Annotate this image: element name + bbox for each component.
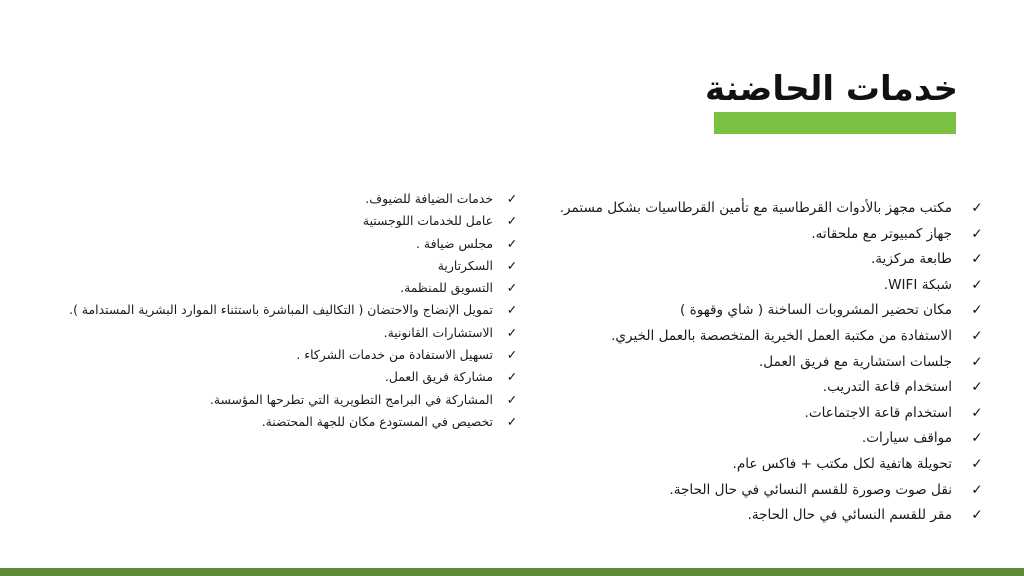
list-item-text: الاستشارات القانونية. xyxy=(383,324,493,340)
list-item xyxy=(506,222,986,248)
checkmark-icon: ✓ xyxy=(971,430,983,447)
services-list-left xyxy=(19,188,519,433)
list-item xyxy=(506,247,986,273)
checkmark-icon: ✓ xyxy=(971,379,983,396)
checkmark-icon: ✓ xyxy=(971,327,983,344)
list-item-text: جهاز كمبيوتر مع ملحقاته. xyxy=(811,225,952,242)
checkmark-icon: ✓ xyxy=(506,324,518,340)
list-item xyxy=(19,210,519,232)
checkmark-icon: ✓ xyxy=(971,481,983,498)
list-item-text: تمويل الإنضاج والاحتضان ( التكاليف المباشرة باستثناء الموارد البشرية المستدامة ). xyxy=(69,302,493,318)
list-item xyxy=(506,324,986,350)
checkmark-icon: ✓ xyxy=(971,200,983,216)
list-item xyxy=(506,196,986,222)
list-item-text: تحويلة هاتفية لكل مكتب + فاكس عام. xyxy=(732,455,952,472)
list-item-text: المشاركة في البرامج التطويرية التي تطرحها المؤسسة. xyxy=(209,391,493,407)
page-title: خدمات الحاضنة xyxy=(704,69,958,109)
list-item xyxy=(506,478,986,504)
list-item-text: تسهيل الاستفادة من خدمات الشركاء . xyxy=(296,347,493,363)
checkmark-icon: ✓ xyxy=(506,413,518,429)
checkmark-icon: ✓ xyxy=(971,251,983,268)
list-item-text: الاستفادة من مكتبة العمل الخيرية المتخصصة بالعمل الخيري. xyxy=(611,327,952,344)
footer-bar xyxy=(0,568,1024,576)
checkmark-icon: ✓ xyxy=(971,276,983,293)
list-item xyxy=(506,452,986,478)
list-item xyxy=(19,233,519,255)
checkmark-icon: ✓ xyxy=(506,191,518,206)
list-item-text: تخصيص في المستودع مكان للجهة المحتضنة. xyxy=(261,413,493,429)
list-item-text: مقر للقسم النسائي في حال الحاجة. xyxy=(747,507,952,524)
list-item-text: خدمات الضيافة للضيوف. xyxy=(365,191,493,206)
list-item xyxy=(19,255,519,277)
checkmark-icon: ✓ xyxy=(506,213,518,229)
list-item-text: مواقف سيارات. xyxy=(861,430,952,447)
list-item xyxy=(506,426,986,452)
checkmark-icon: ✓ xyxy=(971,225,983,242)
list-item-text: استخدام قاعة التدريب. xyxy=(822,379,952,396)
list-item-text: جلسات استشارية مع فريق العمل. xyxy=(758,353,952,370)
checkmark-icon: ✓ xyxy=(506,257,518,273)
checkmark-icon: ✓ xyxy=(971,455,983,472)
checkmark-icon: ✓ xyxy=(506,369,518,385)
list-item-text: مجلس ضيافة . xyxy=(416,235,493,251)
checkmark-icon: ✓ xyxy=(971,507,983,524)
list-item xyxy=(19,277,519,299)
list-item-text: نقل صوت وصورة للقسم النسائي في حال الحاجة. xyxy=(669,481,952,498)
checkmark-icon: ✓ xyxy=(971,404,983,421)
list-item xyxy=(506,503,986,529)
list-item-text: التسويق للمنظمة. xyxy=(400,280,493,296)
checkmark-icon: ✓ xyxy=(506,347,518,363)
list-item xyxy=(19,389,519,411)
list-item-text: شبكة WIFI. xyxy=(883,276,952,293)
list-item xyxy=(19,299,519,321)
list-item xyxy=(19,188,519,210)
checkmark-icon: ✓ xyxy=(506,391,518,407)
list-item-text: طابعة مركزية. xyxy=(870,251,952,268)
services-list-right xyxy=(506,196,986,529)
list-item xyxy=(19,411,519,433)
list-item xyxy=(506,375,986,401)
list-item xyxy=(506,401,986,427)
title-underline-bar xyxy=(714,112,956,134)
checkmark-icon: ✓ xyxy=(506,302,518,318)
list-item-text: السكرتارية xyxy=(437,257,493,273)
list-item xyxy=(19,322,519,344)
list-item-text: عامل للخدمات اللوجستية xyxy=(362,213,493,229)
list-item-text: استخدام قاعة الاجتماعات. xyxy=(804,404,952,421)
checkmark-icon: ✓ xyxy=(506,280,518,296)
checkmark-icon: ✓ xyxy=(971,302,983,319)
list-item-text: مكتب مجهز بالأدوات القرطاسية مع تأمين القرطاسيات بشكل مستمر. xyxy=(559,200,952,216)
list-item xyxy=(19,366,519,388)
list-item xyxy=(506,273,986,299)
list-item xyxy=(19,344,519,366)
list-item-text: مكان تحضير المشروبات الساخنة ( شاي وقهوة ) xyxy=(679,302,952,319)
checkmark-icon: ✓ xyxy=(506,235,518,251)
list-item-text: مشاركة فريق العمل. xyxy=(384,369,493,385)
list-item xyxy=(506,298,986,324)
checkmark-icon: ✓ xyxy=(971,353,983,370)
list-item xyxy=(506,350,986,376)
